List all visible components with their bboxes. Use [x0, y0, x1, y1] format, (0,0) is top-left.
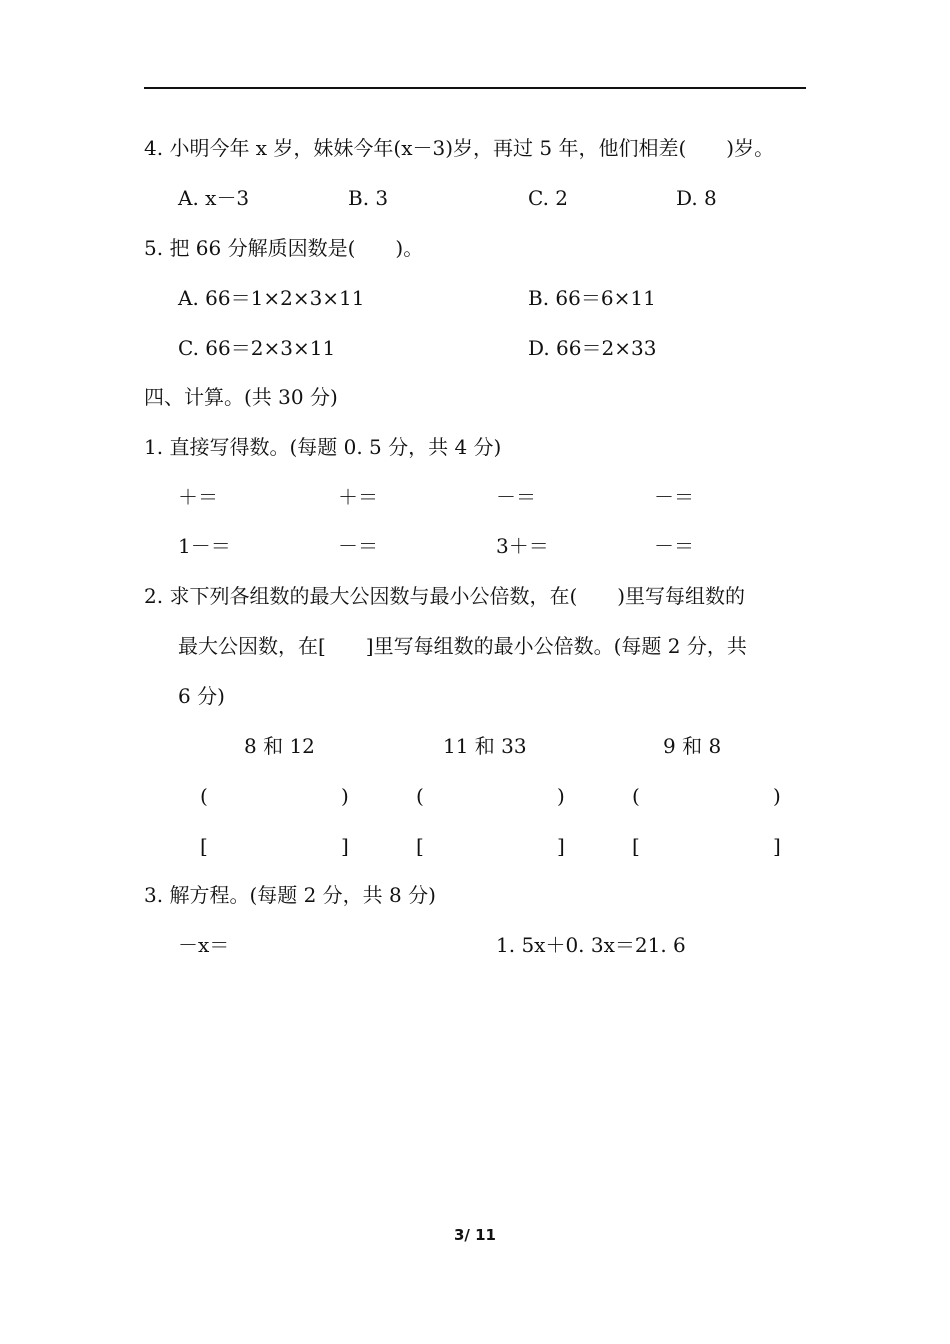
- q4-option-b: B. 3: [348, 186, 389, 210]
- c1-item-4: －＝: [654, 485, 694, 509]
- c1-stem: 1. 直接写得数。(每题 0. 5 分，共 4 分): [144, 435, 502, 459]
- c2-group-3: 9 和 8: [663, 734, 722, 758]
- q4-option-d: D. 8: [676, 186, 717, 210]
- c1-item-2: ＋＝: [338, 485, 378, 509]
- c2-group-1: 8 和 12: [244, 734, 315, 758]
- q5-option-a: A. 66＝1×2×3×11: [178, 286, 365, 310]
- q4-stem: 4. 小明今年 x 岁，妹妹今年(x－3)岁，再过 5 年，他们相差( )岁。: [144, 136, 775, 160]
- c2-stem-line3: 6 分): [178, 684, 225, 708]
- q5-stem: 5. 把 66 分解质因数是( )。: [144, 236, 424, 260]
- gcf-blank-1-close: ): [341, 784, 349, 808]
- section-title: 四、计算。(共 30 分): [144, 385, 338, 409]
- header-rule: [144, 87, 806, 89]
- c3-stem: 3. 解方程。(每题 2 分，共 8 分): [144, 883, 436, 907]
- c1-item-1: ＋＝: [178, 485, 218, 509]
- gcf-blank-2-close: ): [557, 784, 565, 808]
- c3-equation-2: 1. 5x＋0. 3x＝21. 6: [496, 933, 686, 957]
- c3-equation-1: －x＝: [178, 933, 230, 957]
- q5-option-b: B. 66＝6×11: [528, 286, 656, 310]
- q4-option-a: A. x－3: [178, 186, 250, 210]
- q5-option-d: D. 66＝2×33: [528, 336, 657, 360]
- q4-option-c: C. 2: [528, 186, 569, 210]
- lcm-blank-1-close: ]: [341, 834, 349, 858]
- lcm-blank-2-close: ]: [557, 834, 565, 858]
- c2-stem-line1: 2. 求下列各组数的最大公因数与最小公倍数，在( )里写每组数的: [144, 584, 746, 608]
- lcm-blank-3-open: [: [632, 834, 640, 858]
- gcf-blank-3-close: ): [773, 784, 781, 808]
- c1-item-3: －＝: [496, 485, 536, 509]
- lcm-blank-1-open: [: [200, 834, 208, 858]
- c1-item-6: －＝: [338, 534, 378, 558]
- c2-stem-line2: 最大公因数，在[ ]里写每组数的最小公倍数。(每题 2 分，共: [178, 634, 747, 658]
- gcf-blank-2-open: (: [416, 784, 424, 808]
- c1-item-7: 3＋＝: [496, 534, 549, 558]
- c1-item-8: －＝: [654, 534, 694, 558]
- page-number: 3/ 11: [453, 1226, 496, 1244]
- gcf-blank-3-open: (: [632, 784, 640, 808]
- lcm-blank-3-close: ]: [773, 834, 781, 858]
- c1-item-5: 1－＝: [178, 534, 231, 558]
- lcm-blank-2-open: [: [416, 834, 424, 858]
- c2-group-2: 11 和 33: [443, 734, 527, 758]
- q5-option-c: C. 66＝2×3×11: [178, 336, 336, 360]
- gcf-blank-1-open: (: [200, 784, 208, 808]
